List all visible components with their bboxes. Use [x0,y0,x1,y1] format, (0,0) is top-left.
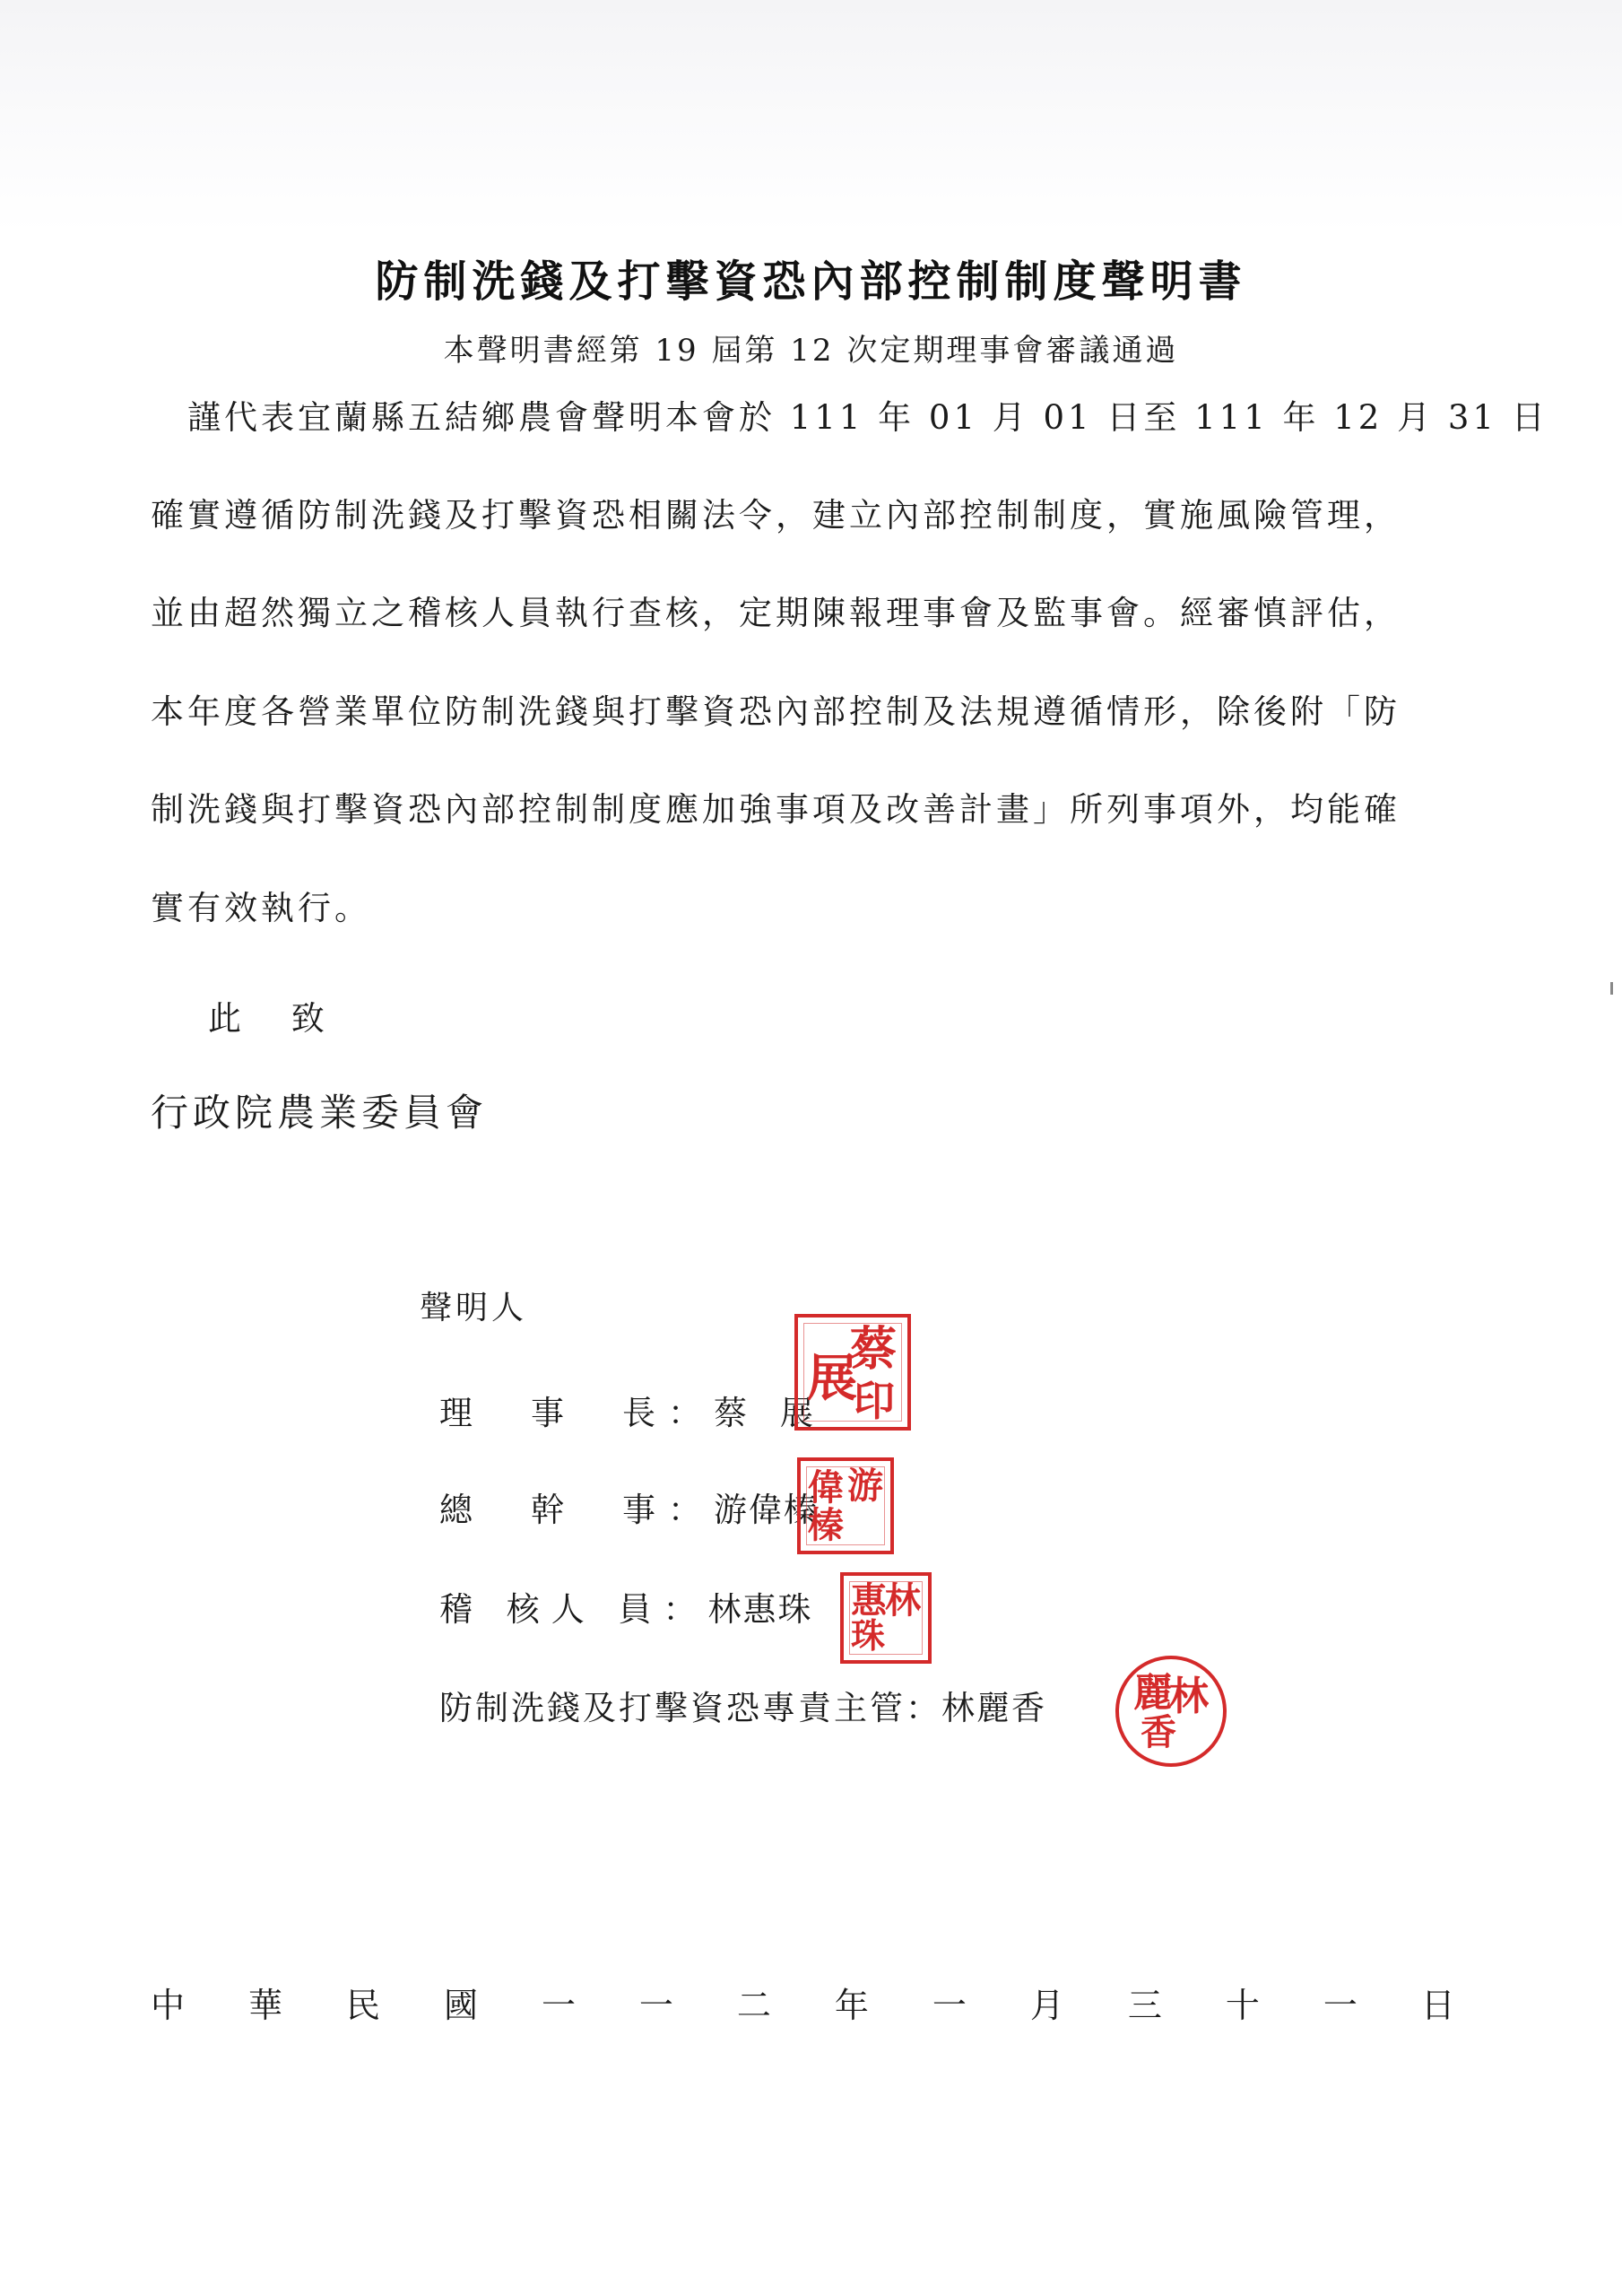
seal-char: 游 [847,1465,883,1507]
date-char: 日 [1420,1986,1455,2025]
seal-char: 偉 [808,1466,844,1509]
date-char: 華 [247,1986,282,2025]
date-char: 國 [443,1986,478,2025]
date-line [151,1978,1455,2027]
closing-salutation: 此 致 [208,999,344,1038]
date-char: 月 [1029,1986,1064,2025]
body-line: 確實遵循防制洗錢及打擊資恐相關法令，建立內部控制制度，實施風險管理， [151,496,1401,535]
declarant-label: 聲明人 [420,1290,528,1326]
signatory-role: 防制洗錢及打擊資恐專責主管： [439,1689,941,1727]
signatory-general-manager [439,1483,819,1531]
date-char: 一 [541,1986,576,2025]
seal-char: 惠 [851,1579,887,1622]
signatory-role: 稽 核人 員： [439,1590,708,1629]
scan-bleed-through [0,0,1622,233]
body-line: 實有效執行。 [151,889,371,927]
seal-char: 林 [1169,1674,1209,1719]
seal-char: 展 [807,1349,857,1408]
date-char: 民 [345,1986,380,2025]
body-line: 謹代表宜蘭縣五結鄉農會聲明本會於 111 年 01 月 01 日至 111 年 12 月 31 日 [151,398,1548,437]
signatory-name: 林麗香 [941,1689,1046,1727]
seal-char: 榛 [808,1504,844,1546]
document-subtitle: 本聲明書經第 19 屆第 12 次定期理事會審議通過 [443,333,1179,369]
date-char: 二 [736,1986,771,2025]
signatory-role: 理 事 長： [439,1394,714,1432]
date-char: 一 [638,1986,673,2025]
document-title: 防制洗錢及打擊資恐內部控制制度聲明書 [375,257,1247,307]
signatory-name: 蔡 展 [714,1394,813,1432]
date-char: 一 [1323,1986,1357,2025]
date-char: 中 [151,1986,186,2025]
chairman-seal [794,1314,911,1431]
seal-char: 蔡 [849,1322,897,1377]
signatory-chairman [439,1386,813,1434]
auditor-seal [840,1572,932,1664]
date-char: 三 [1127,1986,1162,2025]
seal-char: 麗 [1133,1670,1173,1716]
seal-char: 珠 [851,1615,886,1656]
signatory-name: 游偉榛 [714,1491,819,1529]
body-line: 並由超然獨立之稽核人員執行查核，定期陳報理事會及監事會。經審慎評估， [151,594,1401,632]
body-line: 本年度各營業單位防制洗錢與打擊資恐內部控制及法規遵循情形，除後附「防 [151,692,1401,731]
recipient: 行政院農業委員會 [151,1091,489,1135]
signatory-name: 林惠珠 [707,1590,813,1629]
scan-edge-mark [1610,982,1613,995]
seal-char: 香 [1141,1711,1176,1753]
aml-officer-seal [1115,1656,1227,1767]
signatory-role: 總 幹 事： [439,1491,714,1529]
date-char: 十 [1225,1986,1260,2025]
date-char: 年 [834,1986,869,2025]
general-manager-seal [797,1457,894,1554]
signatory-auditor [439,1582,813,1631]
date-char: 一 [932,1986,967,2025]
seal-char: 林 [885,1579,921,1622]
seal-char: 印 [854,1377,895,1425]
body-line: 制洗錢與打擊資恐內部控制制度應加強事項及改善計畫」所列事項外，均能確 [151,790,1401,829]
signatory-aml-officer [439,1681,1046,1729]
